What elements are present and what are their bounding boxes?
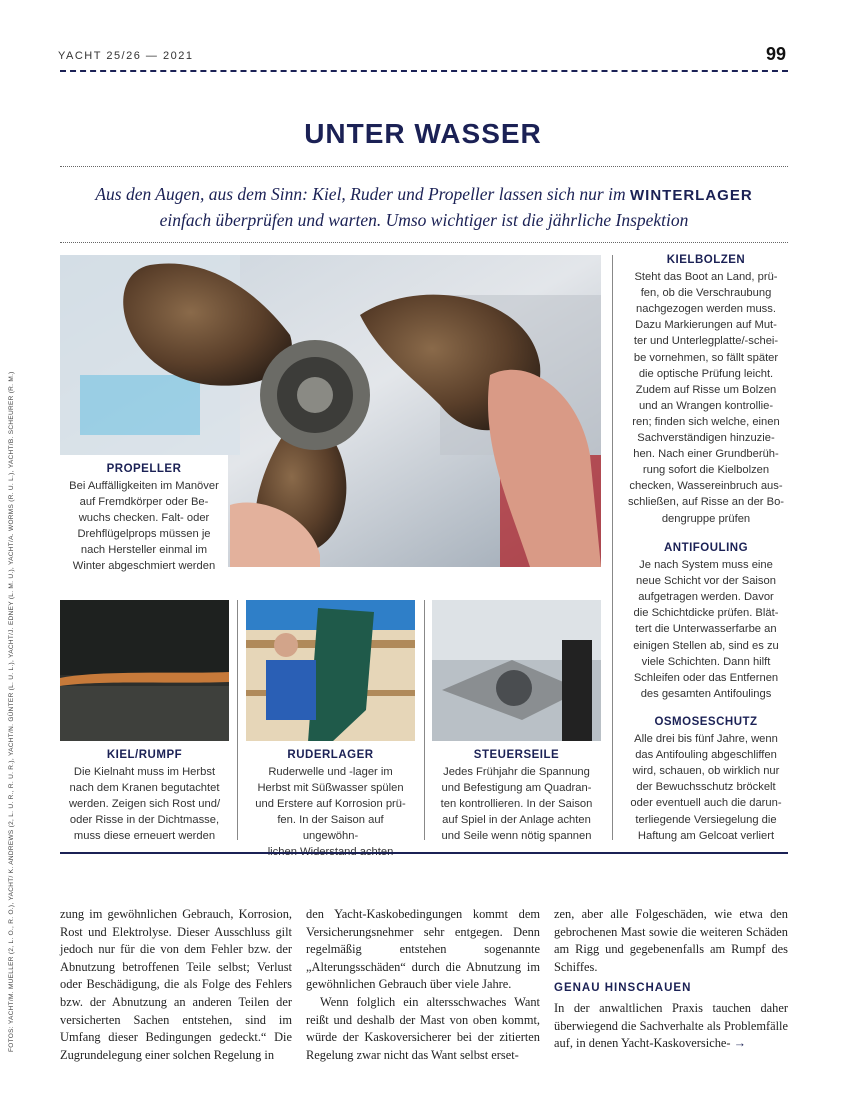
steuer-illustration xyxy=(432,600,601,742)
title-divider xyxy=(60,166,788,167)
article-title: UNTER WASSER xyxy=(304,118,542,149)
kiel-caption xyxy=(58,741,231,850)
body-paragraph: den Yacht-Kaskobedingungen kommt dem Versicherungsnehmer sehr entgegen. Denn regelmäßig entstehen sogenannte „Alterungsschäden“ durch die Abnutzung im gewöhnlichen Gebrauch über viele Jahre. xyxy=(306,907,540,992)
ruder-caption xyxy=(243,741,418,866)
kielbolzen-line: ter und Unterlegplatte/-schei- xyxy=(633,335,779,348)
kielbolzen-line: schließen, auf Risse an der Bo- xyxy=(627,496,785,509)
ruder-caption-heading: RUDERLAGER xyxy=(287,749,374,761)
antifouling-line: die Schichtdicke prüfen. Blät- xyxy=(633,607,779,620)
lead-part2: einfach überprüfen und warten. Umso wichtiger ist die jährliche Inspektion xyxy=(159,210,689,230)
kielbolzen-line: die optische Prüfung leicht. xyxy=(638,367,774,380)
kiel-caption-line: nach dem Kranen begutachtet xyxy=(69,782,220,794)
kielbolzen-line: Steht das Boot an Land, prü- xyxy=(634,271,778,284)
steuer-caption-line: Jedes Frühjahr die Spannung xyxy=(443,766,590,778)
kielbolzen-line: dengruppe prüfen xyxy=(661,512,751,525)
steuer-caption xyxy=(429,741,604,850)
kielbolzen-line: rung sofort die Kielbolzen xyxy=(642,464,770,477)
body-column-2 xyxy=(306,906,540,1064)
page-number: 99 xyxy=(765,44,786,64)
lead-part1: Aus den Augen, aus dem Sinn: Kiel, Ruder und Propeller lassen sich nur im xyxy=(95,184,626,204)
kiel-caption-heading: KIEL/RUMPF xyxy=(106,749,183,761)
steuer-caption-line: und Befestigung am Quadran- xyxy=(441,782,592,794)
body-paragraph: zung im gewöhnlichen Gebrauch, Korrosion, Rost und Elektrolyse. Dieser Ausschluss gilt jedoch nur für die von dem Fehler bzw. der Abnutzung betroffenen Teile selbst; Verlust oder Beschädigung, die als Folge des Fehlers bzw. der Abnutzung an anderen Teilen der versicherten Sachen entstehen, sind im Umfang dieser Bedingungen gedeckt.“ Die Zugrundelegung einer solchen Regelung in xyxy=(60,907,292,1062)
antifouling-line: viele Schichten. Dann hilft xyxy=(641,655,771,668)
osmose-heading: OSMOSESCHUTZ xyxy=(654,716,758,728)
propeller-caption-line: Winter abgeschmiert werden xyxy=(72,560,216,572)
antifouling-line: tert die Unterwasserfarbe an xyxy=(635,623,777,636)
ruder-photo xyxy=(246,600,415,742)
osmose-line: wird, schauen, ob wirklich nur xyxy=(632,765,780,778)
propeller-caption-line: Bei Auffälligkeiten im Manöver xyxy=(69,480,219,492)
kiel-caption-line: oder Risse in der Dichtmasse, xyxy=(69,814,220,826)
propeller-caption-line: nach Hersteller einmal im xyxy=(80,544,208,556)
propeller-caption-line: auf Fremdkörper oder Be- xyxy=(79,496,209,508)
body-paragraph: zen, aber alle Folgeschäden, wie etwa den gebrochenen Mast sowie die weiteren Schäden am Rigg und gegebenenfalls am Rumpf des Schiffes. xyxy=(554,907,788,974)
osmose-line: Alle drei bis fünf Jahre, wenn xyxy=(634,733,778,746)
kiel-illustration xyxy=(60,600,229,742)
sidebar-antifouling xyxy=(626,540,786,702)
photo-divider-1 xyxy=(237,600,238,840)
antifouling-line: neue Schicht vor der Saison xyxy=(636,575,776,588)
genau-hinschauen-heading: GENAU HINSCHAUEN xyxy=(554,982,692,995)
antifouling-line: Schleifen oder das Entfernen xyxy=(633,671,779,684)
kiel-caption-line: muss diese erneuert werden xyxy=(73,830,216,842)
body-paragraph-text: In der anwaltlichen Praxis tauchen daher überwiegend die Sachverhalte als Problemfälle auf, in denen Yacht-Kaskoversiche- xyxy=(554,1000,788,1051)
lead-paragraph xyxy=(60,182,788,233)
osmose-line: terliegende Versiegelung die xyxy=(635,813,777,826)
section-separator xyxy=(60,852,788,854)
kielbolzen-line: ren; finden sich welche, einen xyxy=(632,415,780,428)
kiel-caption-line: Die Kielnaht muss im Herbst xyxy=(73,766,216,778)
osmose-line: das Antifouling abgeschliffen xyxy=(635,749,777,762)
antifouling-heading: ANTIFOULING xyxy=(663,542,749,554)
steuer-photo xyxy=(432,600,601,742)
steuer-caption-line: ten kontrollieren. In der Saison xyxy=(440,798,593,810)
steuer-caption-heading: STEUERSEILE xyxy=(473,749,560,761)
propeller-caption xyxy=(60,455,228,580)
osmose-line: Haftung am Gelcoat verliert xyxy=(637,829,775,842)
antifouling-line: des gesamten Antifoulings xyxy=(640,687,772,700)
antifouling-line: Je nach System muss eine xyxy=(639,559,773,572)
ruder-caption-line: fen. In der Saison auf ungewöhn- xyxy=(277,814,384,842)
kielbolzen-line: Zudem auf Risse um Bolzen xyxy=(635,383,777,396)
ruder-illustration xyxy=(246,600,415,742)
body-paragraph: Wenn folglich ein altersschwaches Want reißt und deshalb der Mast von oben kommt, würde der Kaskoversicherer bei der zitierten Regelung zwar nicht das Want selbst erset- xyxy=(306,994,540,1062)
kielbolzen-line: checken, Wassereinbruch aus- xyxy=(629,480,783,493)
kielbolzen-line: nachgezogen werden muss. xyxy=(636,303,776,316)
body-column-1 xyxy=(60,906,292,1064)
antifouling-line: aufgetragen werden. Davor xyxy=(638,591,774,604)
kielbolzen-line: be vornehmen, so fällt später xyxy=(633,351,779,364)
propeller-caption-heading: PROPELLER xyxy=(106,463,182,475)
kiel-photo xyxy=(60,600,229,742)
ruder-caption-line: und Erstere auf Korrosion prü- xyxy=(255,798,406,810)
kielbolzen-line: Dazu Markierungen auf Mut- xyxy=(635,319,777,332)
steuer-caption-line: auf Spiel in der Anlage achten xyxy=(442,814,591,826)
lead-divider xyxy=(60,242,788,243)
sidebar-divider xyxy=(612,255,613,840)
propeller-caption-line: wuchs checken. Falt- oder xyxy=(78,512,210,524)
body-column-3 xyxy=(554,906,788,1053)
sidebar-kielbolzen xyxy=(626,252,786,527)
osmose-line: oder eventuell auch die darun- xyxy=(630,797,782,810)
kielbolzen-line: hen. Nach einer Grundberüh- xyxy=(633,448,779,461)
ruder-caption-line: Ruderwelle und -lager im xyxy=(268,766,393,778)
body-paragraph xyxy=(554,1000,788,1053)
steuer-caption-line: und Seile wenn nötig spannen xyxy=(441,830,592,842)
photo-credit: FOTOS: YACHT/M. MUELLER (2, L. O., R. O.), YACHT/ K. ANDREWS (2, L. U. R., R. U. R.), YACHT/N. GÜNTER (L. U. L.), YACHT/J. EDNEY (L. M. U.), YACHT/A. WORMS (R. U. L.), YACHT/B. SCHEURER (R. M.) xyxy=(8,371,15,1052)
kielbolzen-line: und an Wrangen kontrollie- xyxy=(638,399,774,412)
photo-divider-2 xyxy=(424,600,425,840)
antifouling-line: einigen Stellen ab, sind es zu xyxy=(633,639,779,652)
ruder-caption-line: lichen Widerstand achten xyxy=(267,846,394,858)
sidebar-osmose xyxy=(626,714,786,844)
kiel-caption-line: werden. Zeigen sich Rost und/ xyxy=(68,798,221,810)
publication-header: YACHT 25/26 — 2021 xyxy=(58,50,194,62)
continue-arrow-icon: → xyxy=(733,1036,747,1051)
lead-highlight: WINTERLAGER xyxy=(630,187,753,204)
osmose-line: der Bewuchsschutz bröckelt xyxy=(636,781,776,794)
kielbolzen-line: fen, ob die Verschraubung xyxy=(640,287,772,300)
kielbolzen-line: Sachverständigen hinzuzie- xyxy=(637,432,775,445)
ruder-caption-line: Herbst mit Süßwasser spülen xyxy=(257,782,404,794)
kielbolzen-heading: KIELBOLZEN xyxy=(666,254,746,266)
propeller-caption-line: Drehflügelprops müssen je xyxy=(77,528,211,540)
header-rule xyxy=(60,70,788,72)
